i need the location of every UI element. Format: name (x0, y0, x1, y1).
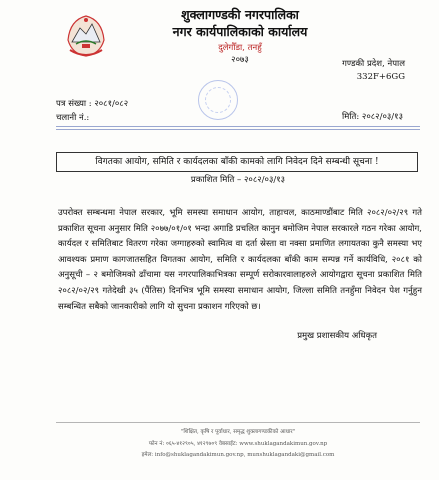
established-year: २०७३ (231, 55, 249, 65)
notice-subject: विगतका आयोग, समिति र कार्यदलका बाँकी कामको लागि निवेदन दिने सम्बन्धी सूचना ! (56, 152, 418, 172)
office-seal (198, 80, 238, 120)
province-name: गण्डकी प्रदेश, नेपाल (342, 59, 405, 69)
notice-body: उपरोक्त सम्बन्धमा नेपाल सरकार, भूमि समस्या समाधान आयोग, ताहाचल, काठमाण्डौंबाट मिति २०८२/०२/२९ गते प्रकाशित सूचना अनुसार मिति २०७७/०१/०१ भन्दा अगाडि प्रचलित कानुन बमोजिम नेपाल सरकारले गठन गरेका आयोग, कार्यदल र समितिबाट वितरण गरेका जग्गाहरुको स्वामित्व वा दर्ता स्रेस्ता वा नक्सा प्रमाणित लगायतका कुनै समस्या भए आवश्यक प्रमाण कागजातसहित विगतका आयोग, समिति र कार्यदलका बाँकी काम सम्पन्न गर्ने कार्यविधि, २०८१ को अनुसूची – २ बमोजिमको ढाँचामा यस नगरपालिकाभित्रका सम्पूर्ण सरोकारवालाहरुले आयोगद्वारा सूचना प्रकाशित मिति २०८२/०२/२९ गतेदेखी ३५ (पैंतिस) दिनभित्र भूमि समस्या समाधान आयोग, जिल्ला समिति तनहुँमा निवेदन पेश गर्नुहुन सम्बन्धित सबैको जानकारीको लागि यो सुचना प्रकाशन गरिएको छ। (58, 208, 422, 312)
nepal-emblem-icon (60, 10, 112, 62)
published-date: प्रकाशित मिति – २०८२/०३/१३ (190, 175, 286, 185)
header-divider (56, 126, 420, 127)
letter-date: मिति: २०८२/०३/१३ (342, 112, 403, 122)
letter-number: पत्र संख्या : २०८१/०८२ (56, 99, 129, 109)
footer-email: इमेल: info@shuklagandakimun.gov.np, munshuklagandaki@gmail.com (141, 452, 335, 458)
header-divider-2 (56, 129, 420, 130)
letterhead (120, 6, 360, 66)
municipality-name: शुक्लागण्डकी नगरपालिका (181, 7, 299, 22)
office-name: नगर कार्यपालिकाको कार्यालय (172, 24, 308, 39)
footer-divider (56, 422, 420, 423)
letterhead-right (342, 58, 405, 84)
plus-code: 332F+6GG (356, 72, 405, 82)
footer-slogan: "शिक्षित, कृषि र पूर्वाधार, समृद्ध शुक्लागण्डकीको आधार" (180, 429, 296, 435)
signatory: प्रमुख प्रशासकीय अधिकृत (297, 331, 377, 341)
office-place: दुलेगौँडा, तनहुँ (218, 43, 262, 53)
footer-contact: फोन नं: ०६५-४१२९०५, ४१२९७०९ वेबसाईट: www.shuklagandakimun.gov.np (148, 441, 328, 447)
dispatch-number: चलानी नं.: (56, 113, 90, 123)
